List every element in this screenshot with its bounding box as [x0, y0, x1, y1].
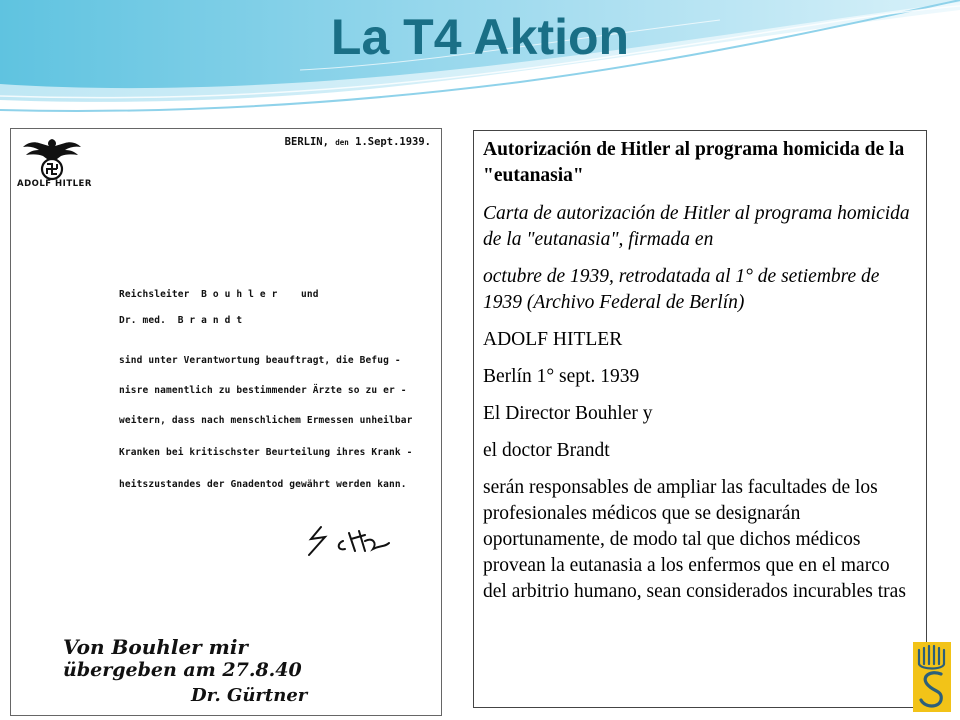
- eagle-emblem-icon: [21, 135, 83, 181]
- handwritten-note-signature: Dr. Gürtner: [191, 685, 308, 706]
- letter-place-suffix: den: [335, 138, 349, 147]
- translation-line: El Director Bouhler y: [483, 403, 653, 424]
- caption-part1: Carta de autorización de Hitler al programa homicida de la "eutanasia", firmada en: [483, 203, 910, 250]
- translation-line: el doctor Brandt: [483, 440, 610, 461]
- handwritten-note-line2: übergeben am 27.8.40: [63, 659, 302, 681]
- translation-line: Berlín 1° sept. 1939: [483, 366, 640, 387]
- handwritten-note-line1: Von Bouhler mir: [63, 635, 248, 659]
- letter-line: weitern, dass nach menschlichem Ermessen unheilbar: [119, 415, 413, 426]
- letter-line: Reichsleiter B o u h l e r und: [119, 289, 319, 300]
- textbox-heading: Autorización de Hitler al programa homicida de la "eutanasia": [483, 139, 905, 186]
- letter-place: BERLIN,: [284, 136, 329, 148]
- letter-date: 1.Sept.1939.: [355, 136, 431, 148]
- letter-line: sind unter Verantwortung beauftragt, die Befug -: [119, 355, 401, 366]
- caption-part2: octubre de 1939, retrodatada al 1° de setiembre de 1939 (Archivo Federal de Berlín): [483, 266, 880, 313]
- slide-title: La T4 Aktion: [330, 9, 630, 65]
- letter-line: Kranken bei kritischster Beurteilung ihres Krank -: [119, 447, 413, 458]
- letterhead-name: ADOLF HITLER: [17, 179, 92, 189]
- hitler-signature: [303, 521, 413, 561]
- letter-line: Dr. med. B r a n d t: [119, 315, 243, 326]
- menorah-logo-icon: [913, 642, 951, 712]
- letter-line: heitszustandes der Gnadentod gewährt werden kann.: [119, 479, 407, 490]
- translation-line: ADOLF HITLER: [483, 329, 623, 350]
- letter-line: nisre namentlich zu bestimmender Ärzte so zu er -: [119, 385, 407, 396]
- description-textbox: [473, 130, 927, 708]
- translation-paragraph: serán responsables de ampliar las facultades de los profesionales médicos que se designarán oportunamente, de modo tal que dichos médicos provean la eutanasia a los enfermos que en el marco del arbitrio humano, sean considerados incurables tras: [483, 477, 906, 602]
- authorization-letter-image: [10, 128, 442, 716]
- letter-dateline: [285, 136, 431, 148]
